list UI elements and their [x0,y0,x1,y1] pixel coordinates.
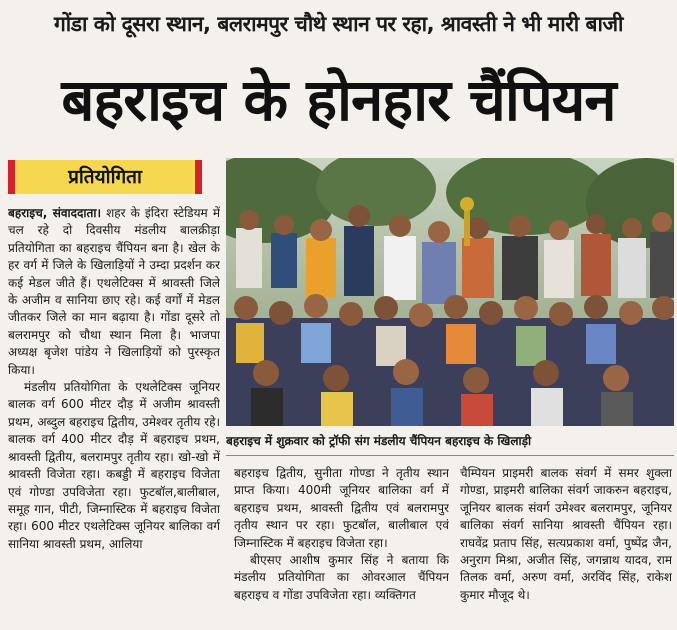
crowd-photo-illustration [226,158,674,426]
main-headline: बहराइच के होनहार चैंपियन [61,66,616,134]
paragraph-text: शहर के इंदिरा स्टेडियम में चल रहे दो दिवसीय मंडलीय बालक्रीड़ा प्रतियोगिता का बहराइच चैंपियन बना है। खेल के हर वर्ग में जिले के खिलाड़ियों ने उम्दा प्रदर्शन कर कई मेडल जीते हैं। एथलेटिक्स में श्रावस्ती जिले के अजीम व सानिया छाए रहे। कई वर्गों में मेडल जीतकर जिले का मान बढ़ाया है। गोंडा दूसरे तो बलरामपुर को चौथा स्थान मिला है। भाजपा अध्यक्ष बृजेश पांडेय ने खिलाड़ियों को पुरस्कृत किया। [8,206,220,377]
article-paragraph [8,205,220,379]
news-photo [226,158,674,426]
article-paragraph: मंडलीय प्रतियोगिता के एथलेटिक्स जूनियर बालक वर्ग 600 मीटर दौड़ में अजीम श्रावस्ती प्रथम, अब्दुल बहराइच द्वितीय, उमेश्वर तृतीय रहे। बालक वर्ग 400 मीटर दौड़ में बहराइच प्रथम, श्रावस्ती द्वितीय, बलरामपुर तृतीय रहा। खो-खो में श्रावस्ती विजेता रहा। कबड्डी में बहराइच विजेता एवं गोण्डा उपविजेता रहा। फुटबॉल,बालीबाल, समूह गान, पीटी, जिम्नास्टिक में बहराइच विजेता रहा। 600 मीटर एथलेटिक्स जूनियर बालिका वर्ग सानिया श्रावस्ती प्रथम, आलिया [8,380,220,551]
section-tag: प्रतियोगिता [8,160,202,194]
article-paragraph: चैम्पियन प्राइमरी बालक संवर्ग में समर शुक्ला गोण्डा, प्राइमरी बालिका संवर्ग जाकरुन बहराइच, जूनियर बालक संवर्ग उमेश्वर बलरामपुर, जूनियर बालिका संवर्ग सानिया श्रावस्ती चैंपियन रहा। राघवेंद्र प्रताप सिंह, सत्यप्रकाश वर्मा, पुष्पेंद्र जैन, अनुराग मिश्रा, अजीत सिंह, जगन्नाथ यादव, राम तिलक वर्मा, अरुण वर्मा, अरविंद सिंह, राकेश कुमार मौजूद थे। [460,466,672,602]
article-column-left [8,205,220,625]
article-column-right [460,465,672,625]
photo-caption: बहराइच में शुक्रवार को ट्रॉफी संग मंडलीय चैंपियन बहराइच के खिलाड़ी [226,434,532,448]
dateline: बहराइच, संवाददाता। [8,206,101,220]
article-paragraph: बहराइच द्वितीय, सुनीता गोण्डा ने तृतीय स्थान प्राप्त किया। 400मी जूनियर बालिका वर्ग में बहराइच प्रथम, श्रावस्ती द्वितीय एवं बलरामपुर तृतीय स्थान पर रहा। फुटबॉल, बालीबाल एवं जिम्नास्टिक में बहराइच विजेता रहा। [234,466,449,550]
kicker-headline: गोंडा को दूसरा स्थान, बलरामपुर चौथे स्थान पर रहा, श्रावस्ती ने भी मारी बाजी [53,12,623,36]
article-column-middle [234,465,449,625]
caption-divider [226,455,674,456]
article-paragraph: बीएसए आशीष कुमार सिंह ने बताया कि मंडलीय प्रतियोगिता का ओवरआल चैंपियन बहराइच व गोंडा उपविजेता रहा। व्यक्तिगत [234,553,449,602]
